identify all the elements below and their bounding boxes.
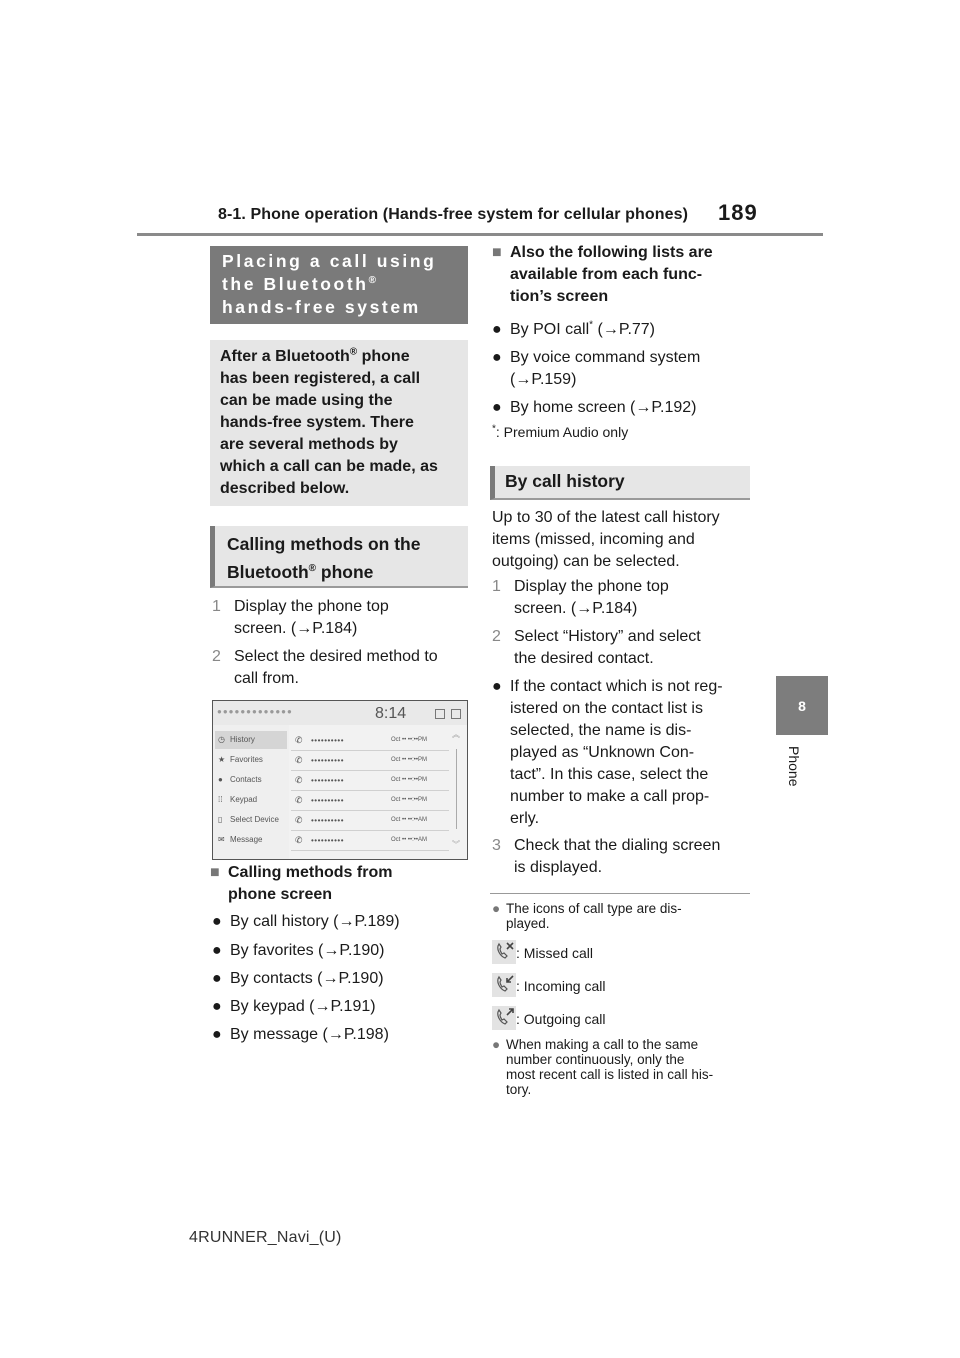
screen-clock: 8:14 (375, 705, 407, 722)
menu-message[interactable]: ✉ Message (218, 835, 263, 844)
history-row[interactable]: ✆ •••••••••• Oct •• ••:••AM (291, 831, 449, 851)
subsection-title-calling-methods: Calling methods on the Bluetooth® phone (210, 526, 468, 588)
list-item-unknown-contact: ● If the contact which is not reg- istered on the contact list is selected, the name is dis- played as “Unknown Con- tact”. In this case, select the number to make a call prop- erly. (492, 678, 723, 827)
message-icon: ✉ (218, 835, 225, 844)
menu-contacts[interactable]: ● Contacts (218, 775, 262, 784)
header-rule (137, 233, 823, 236)
scroll-up-icon: ︽ (452, 730, 460, 739)
title-line: hands-free system (222, 297, 421, 317)
settings-icon (451, 709, 461, 719)
phone-icon: ✆ (295, 815, 303, 825)
keypad-icon: ⁞⁞ (218, 795, 223, 804)
status-dots: ●●●●●●●●●●●●● (217, 707, 293, 716)
chapter-tab-number: 8 (798, 697, 806, 714)
history-row[interactable]: ✆ •••••••••• Oct •• ••:••PM (291, 751, 449, 771)
history-row[interactable]: ✆ •••••••••• Oct •• ••:••PM (291, 731, 449, 751)
footnote: *: Premium Audio only (492, 423, 629, 440)
screen-scrollbar[interactable] (452, 729, 462, 855)
bluetooth-icon (435, 709, 445, 719)
list-item-home: ● By home screen (→P.192) (492, 399, 697, 416)
phone-screen-illustration (212, 700, 468, 860)
scroll-down-icon: ︾ (452, 840, 460, 849)
history-row[interactable]: ✆ •••••••••• Oct •• ••:••PM (291, 791, 449, 811)
list-item: ● By call history (→P.189) (212, 913, 400, 930)
section-title-placing-call (210, 246, 468, 324)
phone-icon: ✆ (295, 755, 303, 765)
phone-screen-heading: ■ Calling methods from phone screen (210, 864, 393, 903)
call-type-incoming: : Incoming call (492, 973, 752, 999)
page-number: 189 (718, 200, 758, 225)
phone-icon: ✆ (295, 775, 303, 785)
list-item: ● By keypad (→P.191) (212, 998, 376, 1015)
missed-call-icon (492, 940, 516, 964)
call-type-missed: : Missed call (492, 940, 752, 966)
screen-menu (213, 725, 289, 859)
incoming-call-icon (492, 973, 516, 997)
star-icon: ★ (218, 755, 226, 764)
intro-box: After a Bluetooth® phone has been registered, a call can be made using the hands-free system. There are several methods by which a call can be made, as described below. (210, 340, 468, 506)
step-2: 2 Select the desired method to call from. (212, 648, 438, 687)
list-item: ● By message (→P.198) (212, 1026, 389, 1043)
square-bullet-icon: ■ (492, 244, 502, 261)
step-2-history: 2 Select “History” and select the desired contact. (492, 628, 701, 667)
list-item: ● By contacts (→P.190) (212, 970, 384, 987)
note-divider (490, 893, 750, 894)
square-bullet-icon: ■ (210, 864, 220, 881)
phone-icon: ✆ (295, 835, 303, 845)
menu-keypad[interactable]: ⁞⁞ Keypad (218, 795, 258, 804)
call-type-outgoing: : Outgoing call (492, 1006, 752, 1032)
person-icon: ● (218, 775, 223, 784)
note-same-number: ● When making a call to the same number continuously, only the most recent call is listed in call his- tory. (492, 1037, 714, 1097)
step-3-history: 3 Check that the dialing screen is displayed. (492, 837, 721, 876)
history-icon: ◷ (218, 735, 225, 744)
device-icon: ▯ (218, 815, 223, 824)
menu-favorites[interactable]: ★ Favorites (218, 755, 263, 764)
title-line: the Bluetooth® (222, 274, 379, 294)
list-item: ● By favorites (→P.190) (212, 942, 385, 959)
section-title-call-history: By call history (490, 466, 750, 500)
chapter-title: 8-1. Phone operation (Hands-free system for cellular phones) (218, 206, 689, 223)
call-history-paragraph: Up to 30 of the latest call history items (missed, incoming and outgoing) can be selected. (492, 509, 720, 570)
note-icons: ● The icons of call type are dis- played. (492, 901, 682, 931)
footer-model: 4RUNNER_Navi_(U) (189, 1229, 342, 1246)
lists-heading: ■ Also the following lists are available from each func- tion’s screen (492, 244, 713, 305)
list-item-voice: ● By voice command system (→P.159) (492, 349, 701, 388)
screen-status-bar (213, 701, 467, 725)
chapter-tab (776, 676, 828, 735)
chapter-tab-label: Phone (786, 746, 802, 787)
list-item-poi: ● By POI call* (→P.77) (492, 319, 656, 338)
step-1: 1 Display the phone top screen. (→P.184) (212, 598, 389, 637)
phone-icon: ✆ (295, 735, 303, 745)
history-row[interactable]: ✆ •••••••••• Oct •• ••:••PM (291, 771, 449, 791)
menu-history[interactable]: ◷ History (215, 731, 287, 749)
title-line: Placing a call using (222, 251, 437, 271)
history-row[interactable]: ✆ •••••••••• Oct •• ••:••AM (291, 811, 449, 831)
outgoing-call-icon (492, 1006, 516, 1030)
step-1-history: 1 Display the phone top screen. (→P.184) (492, 578, 669, 617)
phone-icon: ✆ (295, 795, 303, 805)
menu-select-device[interactable]: ▯ Select Device (218, 815, 279, 824)
